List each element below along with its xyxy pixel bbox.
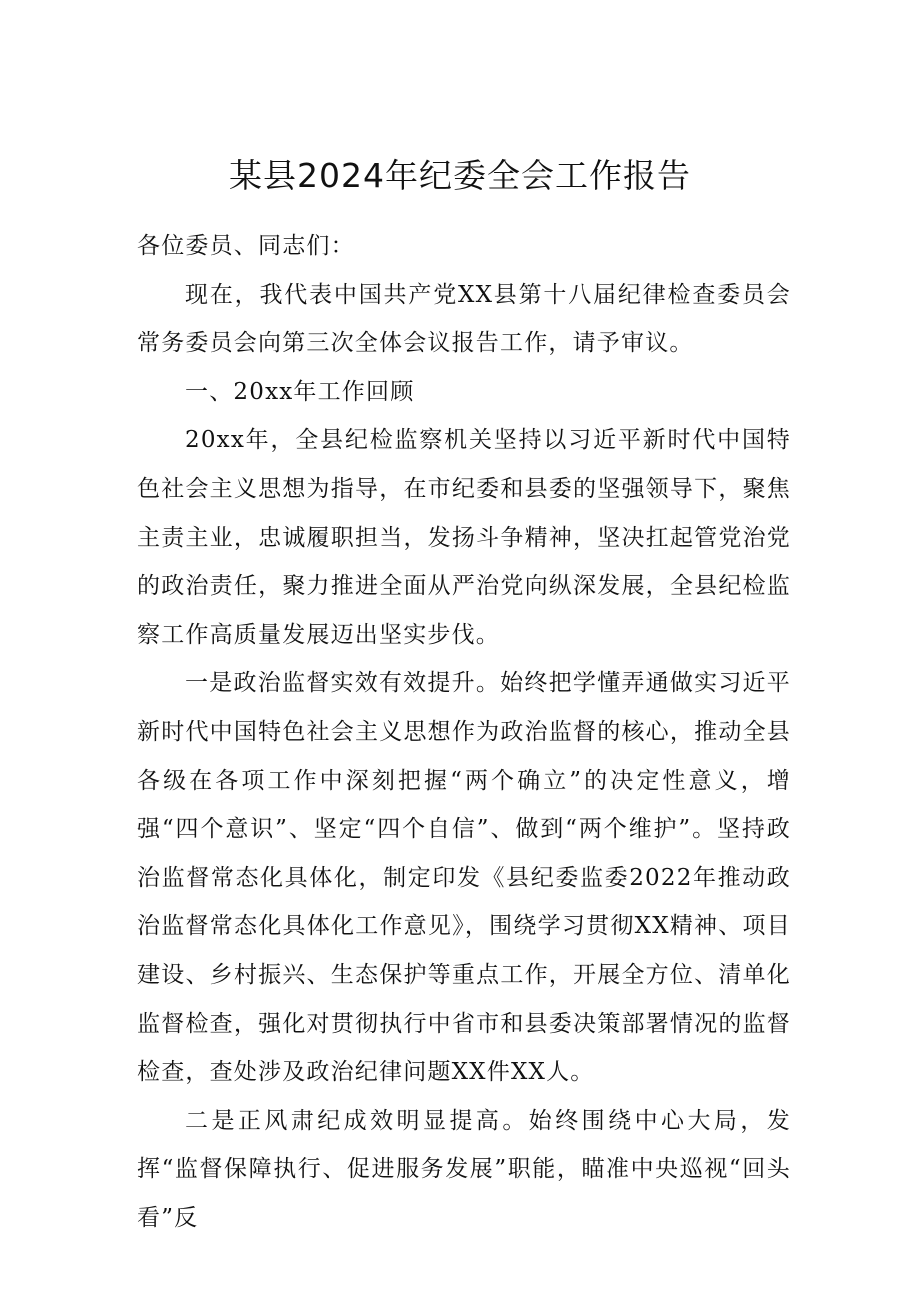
salutation: 各位委员、同志们： <box>137 233 355 259</box>
document-body <box>137 222 791 1242</box>
document-title: 某县2024年纪委全会工作报告 <box>229 156 691 195</box>
review-paragraph: 20xx年，全县纪检监察机关坚持以习近平新时代中国特色社会主义思想为指导，在市纪委和县委的坚强领导下，聚焦主责主业，忠诚履职担当，发扬斗争精神，坚决扛起管党治党的政治责任，聚力推进全面从严治党向纵深发展，全县纪检监察工作高质量发展迈出坚实步伐。 <box>137 427 791 648</box>
opening-paragraph: 现在，我代表中国共产党XX县第十八届纪律检查委员会常务委员会向第三次全体会议报告工作，请予审议。 <box>137 281 791 357</box>
political-supervision-paragraph: 一是政治监督实效有效提升。始终把学懂弄通做实习近平新时代中国特色社会主义思想作为政治监督的核心，推动全县各级在各项工作中深刻把握“两个确立”的决定性意义，增强“四个意识”、坚定“四个自信”、做到“两个维护”。坚持政治监督常态化具体化，制定印发《县纪委监委2022年推动政治监督常态化具体化工作意见》，围绕学习贯彻XX精神、项目建设、乡村振兴、生态保护等重点工作，开展全方位、清单化监督检查，强化对贯彻执行中省市和县委决策部署情况的监督检查，查处涉及政治纪律问题XX件XX人。 <box>137 670 791 1086</box>
section-heading: 一、20xx年工作回顾 <box>185 378 415 405</box>
discipline-paragraph: 二是正风肃纪成效明显提高。始终围绕中心大局，发挥“监督保障执行、促进服务发展”职能，瞄准中央巡视“回头看”反 <box>137 1107 791 1231</box>
